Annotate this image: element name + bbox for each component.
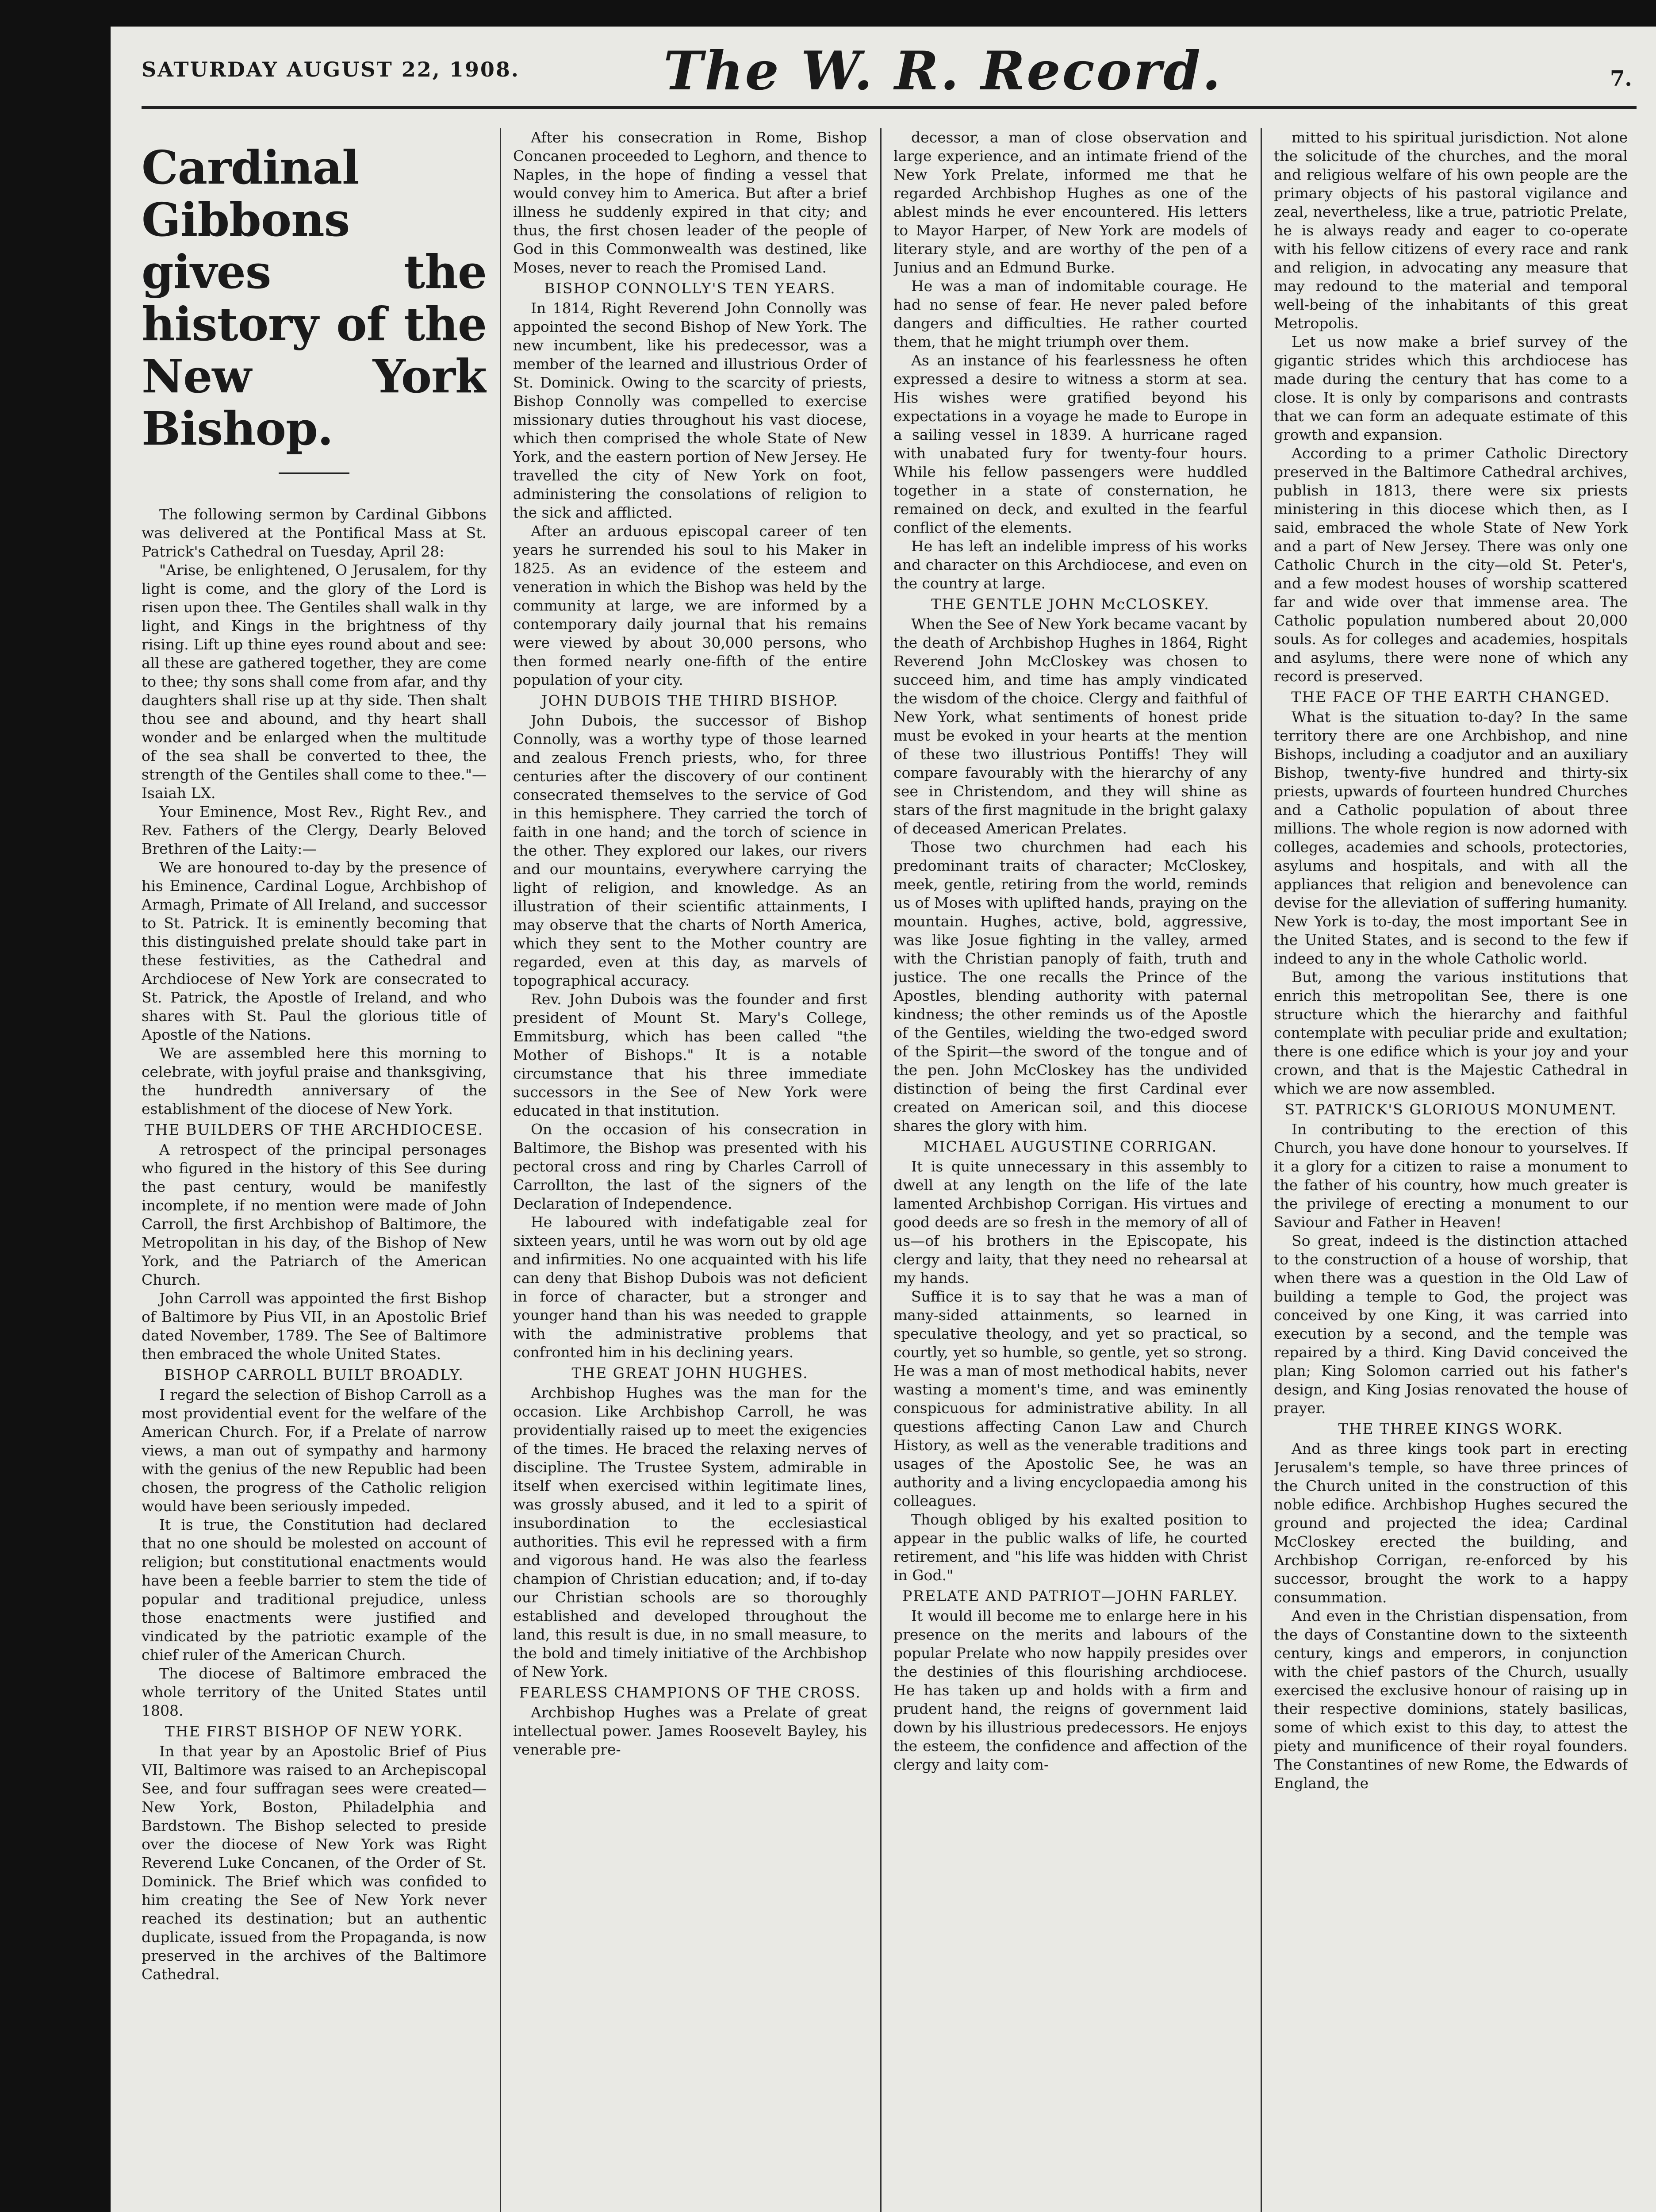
paragraph: After his consecration in Rome, Bishop Concanen proceeded to Leghorn, and thence to Naples, in the hope of finding a vessel that would convey him to America. But after a brief illness he suddenly expired in that city; and thus, the first chosen leader of the people of God in this Commonwealth was destined, like Moses, never to reach the Promised Land. — [513, 129, 867, 276]
section-heading: THE THREE KINGS WORK. — [1338, 1420, 1564, 1437]
paragraph: It would ill become me to enlarge here in his presence on the merits and labours of the popular Prelate who now happily presides over the destinies of this flourishing archdiocese. He has taken up and holds with a firm and prudent hand, the reigns of government laid down by his illustrious predecessors. He enjoys the esteem, the confidence and affection of the clergy and laity com- — [893, 1607, 1247, 1773]
salutation: Your Eminence, Most Rev., Right Rev., and Rev. Fathers of the Clergy, Dearly Beloved Brethren of the Laity:— — [142, 803, 487, 857]
paragraph: And as three kings took part in erecting Jerusalem's temple, so have three princes of the Church united in the construction of this noble edifice. Archbishop Hughes secured the ground and projected the idea; Cardinal McCloskey erected the building, and Archbishop Corrigan, re-enforced by his successor, brought the work to a happy consummation. — [1274, 1440, 1628, 1606]
paragraph: The following sermon by Cardinal Gibbons was delivered at the Pontifical Mass at St. Patrick's Cathedral on Tuesday, April 28: — [142, 506, 487, 560]
section-heading: PRELATE AND PATRIOT—JOHN FARLEY. — [902, 1587, 1238, 1605]
paragraph: So great, indeed is the distinction attached to the construction of a house of worship, that when there was a question in the Old Law of building a temple to God, the project was conceived by one King, it was carried into execution by a second, and the temple was repaired by a third. King David conceived the plan; King Solomon carried out his father's design, and King Josias renovated the house of prayer. — [1274, 1232, 1628, 1417]
paragraph: John Dubois, the successor of Bishop Connolly, was a worthy type of those learned and zealous French priests, who, for three centuries after the discovery of our continent consecrated themselves to the service of God in this hemisphere. They carried the torch of faith in one hand; and the torch of science in the other. They explored our lakes, our rivers and our mountains, everywhere carrying the light of religion, and knowledge. As an illustration of their scientific attainments, I may observe that the charts of North America, which they sent to the Mother country are regarded, even at this day, as marvels of topographical accuracy. — [513, 712, 867, 989]
paragraph: Suffice it is to say that he was a man of many-sided attainments, so learned in speculative theology, and yet so practical, so courtly, yet so humble, so gentle, yet so strong. He was a man of most methodical habits, never wasting a moment's time, and was eminently conspicuous for administrative ability. In all questions affecting Canon Law and Church History, as well as the venerable traditions and usages of the Apostolic See, he was an authority and a living encyclopaedia among his colleagues. — [893, 1288, 1247, 1509]
paragraph: John Carroll was appointed the first Bishop of Baltimore by Pius VII, in an Apostolic Brief dated November, 1789. The See of Baltimore then embraced the whole United States. — [142, 1290, 487, 1363]
paragraph: He has left an indelible impress of his works and character on this Archdiocese, and even on the country at large. — [893, 538, 1247, 592]
section-heading: THE BUILDERS OF THE ARCHDIOCESE. — [144, 1121, 484, 1138]
paragraph: On the occasion of his consecration in Baltimore, the Bishop was presented with his pectoral cross and ring by Charles Carroll of Carrollton, the last of the signers of the Declaration of Independence. — [513, 1121, 867, 1212]
paragraph: We are honoured to-day by the presence of his Eminence, Cardinal Logue, Archbishop of Armagh, Primate of All Ireland, and successor to St. Patrick. It is eminently becoming that this distinguished prelate should take part in these festivities, as the Cathedral and Archdiocese of New York are consecrated to St. Patrick, the Apostle of Ireland, and who shares with St. Paul the glorious title of Apostle of the Nations. — [142, 859, 487, 1043]
section-heading: JOHN DUBOIS THE THIRD BISHOP. — [541, 692, 839, 709]
column-4 — [1274, 128, 1628, 2212]
column-rule — [880, 128, 882, 2212]
paragraph: Though obliged by his exalted position to appear in the public walks of life, he courted retirement, and "his life was hidden with Christ in God." — [893, 1511, 1247, 1584]
paragraph: In contributing to the erection of this Church, you have done honour to yourselves. If it a glory for a citizen to raise a monument to the father of his country, how much greater is the privilege of erecting a monument to our Saviour and Father in Heaven! — [1274, 1121, 1628, 1231]
scripture-quote: "Arise, be enlightened, O Jerusalem, for thy light is come, and the glory of the Lord is risen upon thee. The Gentiles shall walk in thy light, and Kings in the brightness of thy rising. Lift up thine eyes round about and see: all these are gathered together, they are come to thee; thy sons shall come from afar, and thy daughters shall rise up at thy side. Then shalt thou see and abound, and thy heart shall wonder and be enlarged when the multitude of the sea shall be converted to thee, the strength of the Gentiles shall come to thee."—Isaiah LX. — [142, 561, 487, 802]
column-1 — [142, 128, 487, 2212]
paragraph: After an arduous episcopal career of ten years he surrended his soul to his Maker in 1825. As an evidence of the esteem and veneration in which the Bishop was held by the community at large, we are informed by a contemporary daily journal that his remains were viewed by about 30,000 persons, who then formed nearly one-fifth of the entire population of your city. — [513, 522, 867, 688]
paragraph: Those two churchmen had each his predominant traits of character; McCloskey, meek, gentle, retiring from the world, reminds us of Moses with uplifted hands, praying on the mountain. Hughes, active, bold, aggressive, was like Josue fighting in the valley, armed with the Christian panoply of faith, truth and justice. The one recalls the Prince of the Apostles, blending authority with paternal kindness; the other reminds us of the Apostle of the Gentiles, wielding the two-edged sword of the Spirit—the sword of the tongue and of the pen. John McCloskey has the undivided distinction of being the first Cardinal ever created on American soil, and this diocese shares the glory with him. — [893, 838, 1247, 1134]
newspaper-title: The W. R. Record. — [663, 40, 1223, 102]
headline-rule — [279, 472, 349, 474]
newspaper-page — [111, 27, 1656, 2212]
masthead — [142, 40, 1637, 111]
column-3 — [893, 128, 1247, 2212]
paragraph: He laboured with indefatigable zeal for sixteen years, until he was worn out by old age and infirmities. No one acquainted with his life can deny that Bishop Dubois was not deficient in force of character, but a stronger and younger hand than his was needed to grapple with the administrative problems that confronted him in his declining years. — [513, 1214, 867, 1361]
paragraph: Archbishop Hughes was the man for the occasion. Like Archbishop Carroll, he was providentially raised up to meet the exigencies of the times. He braced the relaxing nerves of discipline. The Trustee System, admirable in itself when exercised within legitimate lines, was grossly abused, and it led to a spirit of insubordination to the ecclesiastical authorities. This evil he repressed with a firm and vigorous hand. He was also the fearless champion of Christian education; and, if to-day our Christian schools are so thoroughly established and developed throughout the land, this result is due, in no small measure, to the bold and timely initiative of the Archbishop of New York. — [513, 1384, 867, 1680]
paragraph: In that year by an Apostolic Brief of Pius VII, Baltimore was raised to an Archepiscopal See, and four suffragan sees were created—New York, Boston, Philadelphia and Bardstown. The Bishop selected to preside over the diocese of New York was Right Reverend Luke Concanen, of the Order of St. Dominick. The Brief which was confided to him creating the See of New York never reached its destination; but an authentic duplicate, issued from the Propaganda, is now preserved in the archives of the Baltimore Cathedral. — [142, 1743, 487, 1983]
masthead-rule — [142, 106, 1637, 109]
paragraph: He was a man of indomitable courage. He had no sense of fear. He never paled before dangers and difficulties. He rather courted them, that he might triumph over them. — [893, 277, 1247, 350]
paragraph: When the See of New York became vacant by the death of Archbishop Hughes in 1864, Right Reverend John McCloskey was chosen to succeed him, and time has amply vindicated the wisdom of the choice. Clergy and faithful of New York, what sentiments of honest pride must be evoked in your hearts at the mention of these two illustrious Pontiffs! They will compare favourably with the hierarchy of any see in Christendom, and they will shine as stars of the first magnitude in the bright galaxy of deceased American Prelates. — [893, 615, 1247, 837]
column-rule — [1261, 128, 1262, 2212]
paragraph: I regard the selection of Bishop Carroll as a most providential event for the welfare of the American Church. For, if a Prelate of narrow views, a man out of sympathy and harmony with the genius of the new Republic had been chosen, the progress of the Catholic religion would have been seriously impeded. — [142, 1386, 487, 1515]
article-headline: Cardinal Gibbons gives the history of the New York Bishop. — [142, 140, 487, 456]
issue-date: SATURDAY AUGUST 22, 1908. — [142, 58, 520, 81]
paragraph: According to a primer Catholic Directory preserved in the Baltimore Cathedral archives, publish in 1813, there were six priests ministering in this diocese which then, as I said, embraced the whole State of New York and a part of New Jersey. There was only one Catholic Church in the city—old St. Peter's, and a few modest houses of worship scattered far and wide over that immense area. The Catholic population numbered about 20,000 souls. As for colleges and academies, hospitals and asylums, there were none of which any record is preserved. — [1274, 445, 1628, 685]
paragraph: The diocese of Baltimore embraced the whole territory of the United States until 1808. — [142, 1665, 487, 1719]
section-heading: BISHOP CONNOLLY'S TEN YEARS. — [544, 280, 836, 297]
paragraph: decessor, a man of close observation and large experience, and an intimate friend of the New York Prelate, informed me that he regarded Archbishop Hughes as one of the ablest minds he ever encountered. His letters to Mayor Harper, of New York are models of literary style, and are worthy of the pen of a Junius and an Edmund Burke. — [893, 129, 1247, 276]
section-heading: FEARLESS CHAMPIONS OF THE CROSS. — [519, 1684, 861, 1701]
section-heading: THE GREAT JOHN HUGHES. — [571, 1364, 809, 1382]
paragraph: We are assembled here this morning to celebrate, with joyful praise and thanksgiving, the hundredth anniversary of the establishment of the diocese of New York. — [142, 1045, 487, 1118]
paragraph: But, among the various institutions that enrich this metropolitan See, there is one structure which the hierarchy and faithful contemplate with peculiar pride and exultation; there is one edifice which is your joy and your crown, and that is the Majestic Cathedral in which we are now assembled. — [1274, 968, 1628, 1097]
section-heading: ST. PATRICK'S GLORIOUS MONUMENT. — [1284, 1101, 1617, 1118]
paragraph: Let us now make a brief survey of the gigantic strides which this archdiocese has made during the century that has come to a close. It is only by comparisons and contrasts that we can form an adequate estimate of this growth and expansion. — [1274, 333, 1628, 443]
paragraph: As an instance of his fearlessness he often expressed a desire to witness a storm at sea. His wishes were gratified beyond his expectations in a voyage he made to Europe in a sailing vessel in 1839. A hurricane raged with unabated fury for twenty-four hours. While his fellow passengers were huddled together in a state of consternation, he remained on deck, and exulted in the fearful conflict of the elements. — [893, 352, 1247, 536]
section-heading: THE GENTLE JOHN McCLOSKEY. — [931, 595, 1210, 613]
section-heading: THE FACE OF THE EARTH CHANGED. — [1291, 688, 1610, 706]
paragraph: It is true, the Constitution had declared that no one should be molested on account of religion; but constitutional enactments would have been a feeble barrier to stem the tide of popular and traditional prejudice, unless those enactments were justified and vindicated by the patriotic example of the chief ruler of the American Church. — [142, 1516, 487, 1663]
paragraph: A retrospect of the principal personages who figured in the history of this See during the past century, would be manifestly incomplete, if no mention were made of John Carroll, the first Archbishop of Baltimore, the Metropolitan in his day, of the Bishop of New York, and the Patriarch of the American Church. — [142, 1141, 487, 1288]
paragraph: Rev. John Dubois was the founder and first president of Mount St. Mary's College, Emmitsburg, which has been called "the Mother of Bishops." It is a notable circumstance that his three immediate successors in the See of New York were educated in that institution. — [513, 991, 867, 1119]
section-heading: THE FIRST BISHOP OF NEW YORK. — [165, 1723, 464, 1740]
paragraph: It is quite unnecessary in this assembly to dwell at any length on the life of the late lamented Archbishop Corrigan. His virtues and good deeds are so fresh in the memory of all of us—of his brothers in the Episcopate, his clergy and laity, that they need no rehearsal at my hands. — [893, 1158, 1247, 1286]
column-rule — [500, 128, 501, 2212]
section-heading: MICHAEL AUGUSTINE CORRIGAN. — [923, 1138, 1218, 1155]
paragraph: mitted to his spiritual jurisdiction. Not alone the solicitude of the churches, and the moral and religious welfare of his own people are the primary objects of his pastoral vigilance and zeal, nevertheless, like a true, patriotic Prelate, he is always ready and eager to co-operate with his fellow citizens of every race and rank and religion, in advocating any measure that may redound to the material and temporal well-being of the inhabitants of this great Metropolis. — [1274, 129, 1628, 332]
page-number: 7. — [1610, 66, 1632, 91]
paragraph: And even in the Christian dispensation, from the days of Constantine down to the sixteenth century, kings and emperors, in conjunction with the chief pastors of the Church, usually exercised the exclusive honour of raising up in their respective dominions, stately basilicas, some of which exist to this day, to attest the piety and munificence of their royal founders. The Constantines of new Rome, the Edwards of England, the — [1274, 1607, 1628, 1792]
paragraph: In 1814, Right Reverend John Connolly was appointed the second Bishop of New York. The new incumbent, like his predecessor, was a member of the learned and illustrious Order of St. Dominick. Owing to the scarcity of priests, Bishop Connolly was compelled to exercise missionary duties throughout his vast diocese, which then comprised the whole State of New York, and the eastern portion of New Jersey. He travelled the city of New York on foot, administering the consolations of religion to the sick and afflicted. — [513, 300, 867, 521]
paragraph: What is the situation to-day? In the same territory there are one Archbishop, and nine Bishops, including a coadjutor and an auxiliary Bishop, twenty-five hundred and thirty-six priests, upwards of fourteen hundred Churches and a Catholic population of about three millions. The whole region is now adorned with colleges, academies and schools, protectories, asylums and hospitals, and with all the appliances that religion and benevolence can devise for the alleviation of suffering humanity. New York is to-day, the most important See in the United States, and is second to the few if indeed to any in the whole Catholic world. — [1274, 708, 1628, 967]
section-heading: BISHOP CARROLL BUILT BROADLY. — [164, 1366, 464, 1383]
column-2 — [513, 128, 867, 2212]
paragraph: Archbishop Hughes was a Prelate of great intellectual power. James Roosevelt Bayley, his venerable pre- — [513, 1704, 867, 1758]
